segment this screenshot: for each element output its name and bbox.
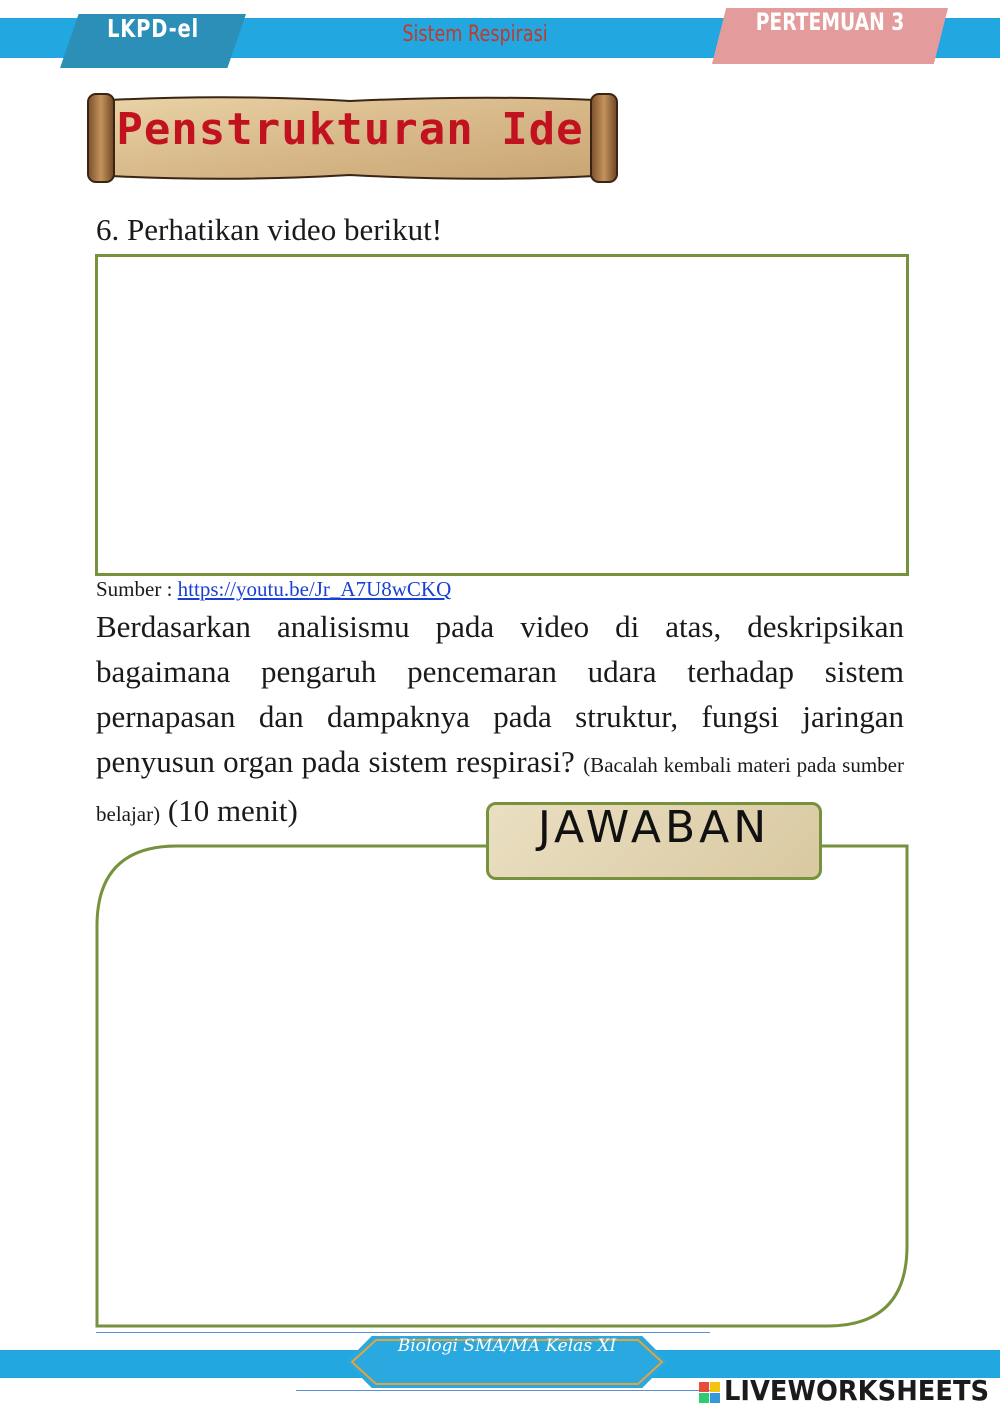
source-link[interactable]: https://youtu.be/Jr_A7U8wCKQ — [177, 577, 452, 601]
video-embed[interactable] — [95, 254, 909, 576]
answer-label: JAWABAN — [537, 802, 771, 853]
question-time: (10 menit) — [167, 793, 298, 828]
question-title: 6. Perhatikan video berikut! — [96, 212, 443, 247]
footer-divider — [96, 1332, 710, 1333]
footer-divider-bottom — [296, 1390, 710, 1391]
liveworksheets-logo-icon — [698, 1376, 722, 1410]
question-text: Berdasarkan analisismu pada video di atas, deskripsikan bagaimana pengaruh pencemaran udara terhadap sistem pernapasan dan dampaknya pada struktur, fungsi jaringan penyusun organ pada sistem respirasi? — [96, 609, 904, 779]
footer-text: Biologi SMA/MA Kelas XI — [397, 1336, 617, 1356]
answer-input[interactable] — [110, 890, 890, 1310]
source-label: Sumber : — [96, 577, 178, 601]
header-right-tab-label: PERTEMUAN 3 — [755, 8, 905, 36]
header-left-tab-label: LKPD-el — [107, 14, 199, 43]
header-title: Sistem Respirasi — [402, 22, 548, 47]
liveworksheets-brand: LIVEWORKSHEETS — [724, 1374, 990, 1407]
source-line — [96, 575, 451, 603]
question-note: (Bacalah kembali materi pada sumber belajar) — [96, 753, 904, 826]
section-title: Penstrukturan Ide — [116, 104, 584, 155]
